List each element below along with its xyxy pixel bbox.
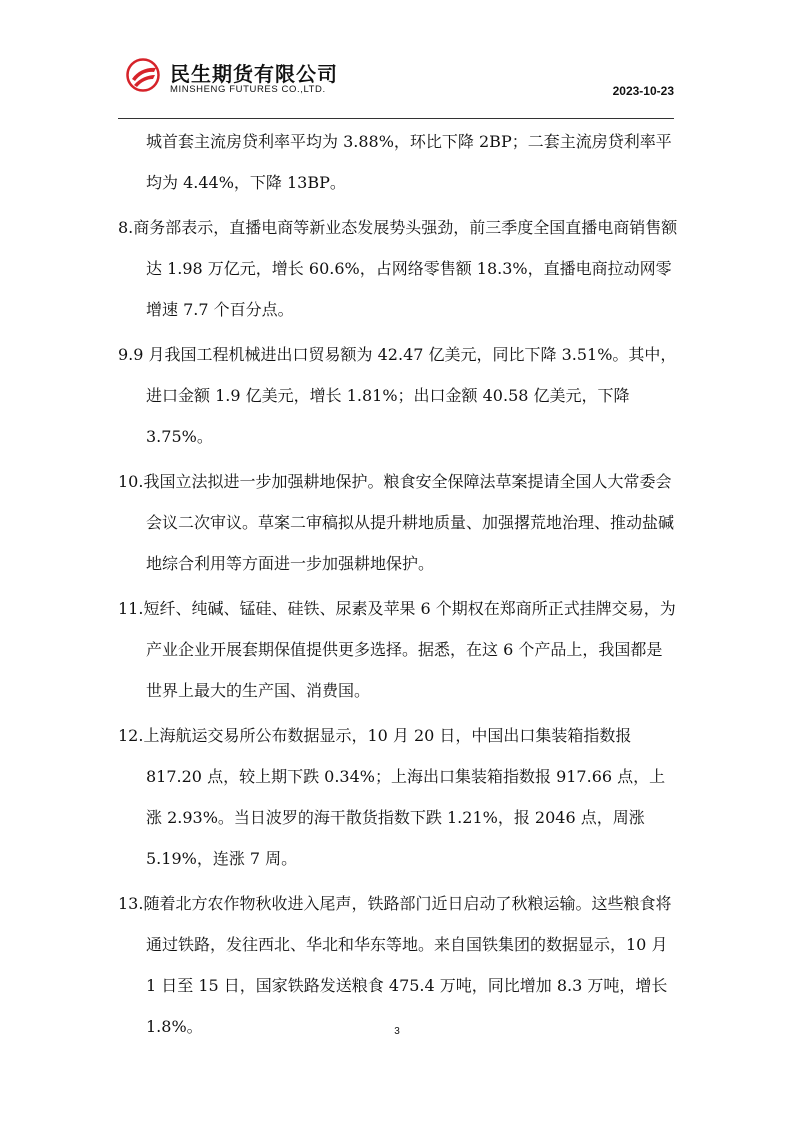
news-item-11: 11.短纤、纯碱、锰硅、硅铁、尿素及苹果 6 个期权在郑商所正式挂牌交易，为产业企业开展套期保值提供更多选择。据悉，在这 6 个产品上，我国都是世界上最大的生产国、消费国。 bbox=[118, 599, 676, 700]
news-content bbox=[118, 121, 678, 1051]
news-item-8: 8.商务部表示，直播电商等新业态发展势头强劲，前三季度全国直播电商销售额达 1.98 万亿元，增长 60.6%，占网络零售额 18.3%，直播电商拉动网零增速 7.7 个百分点。 bbox=[118, 218, 678, 319]
page-number: 3 bbox=[394, 1026, 400, 1037]
continued-paragraph: 城首套主流房贷利率平均为 3.88%，环比下降 2BP；二套主流房贷利率平均为 4.44%，下降 13BP。 bbox=[146, 132, 672, 192]
company-name-en: MINSHENG FUTURES CO.,LTD. bbox=[170, 84, 326, 95]
header-divider bbox=[118, 118, 674, 119]
report-date: 2023-10-23 bbox=[612, 84, 674, 98]
page-header bbox=[118, 50, 674, 120]
news-item-13: 13.随着北方农作物秋收进入尾声，铁路部门近日启动了秋粮运输。这些粮食将通过铁路，发往西北、华北和华东等地。来自国铁集团的数据显示，10 月 1 日至 15 日，国家铁路发送粮食 475.4 万吨，同比增加 8.3 万吨，增长 1.8%。 bbox=[118, 894, 672, 1036]
news-item-12: 12.上海航运交易所公布数据显示，10 月 20 日，中国出口集装箱指数报 817.20 点，较上期下跌 0.34%；上海出口集装箱指数报 917.66 点，上涨 2.93%。当日波罗的海干散货指数下跌 1.21%，报 2046 点，周涨 5.19%，连涨 7 周。 bbox=[118, 726, 666, 868]
news-item-10: 10.我国立法拟进一步加强耕地保护。粮食安全保障法草案提请全国人大常委会会议二次审议。草案二审稿拟从提升耕地质量、加强撂荒地治理、推动盐碱地综合利用等方面进一步加强耕地保护。 bbox=[118, 472, 675, 573]
company-name-cn: 民生期货有限公司 bbox=[170, 62, 338, 86]
minsheng-logo-icon bbox=[126, 58, 160, 92]
news-item-9: 9.9 月我国工程机械进出口贸易额为 42.47 亿美元，同比下降 3.51%。其中，进口金额 1.9 亿美元，增长 1.81%；出口金额 40.58 亿美元，下降 3.75%。 bbox=[118, 345, 677, 446]
